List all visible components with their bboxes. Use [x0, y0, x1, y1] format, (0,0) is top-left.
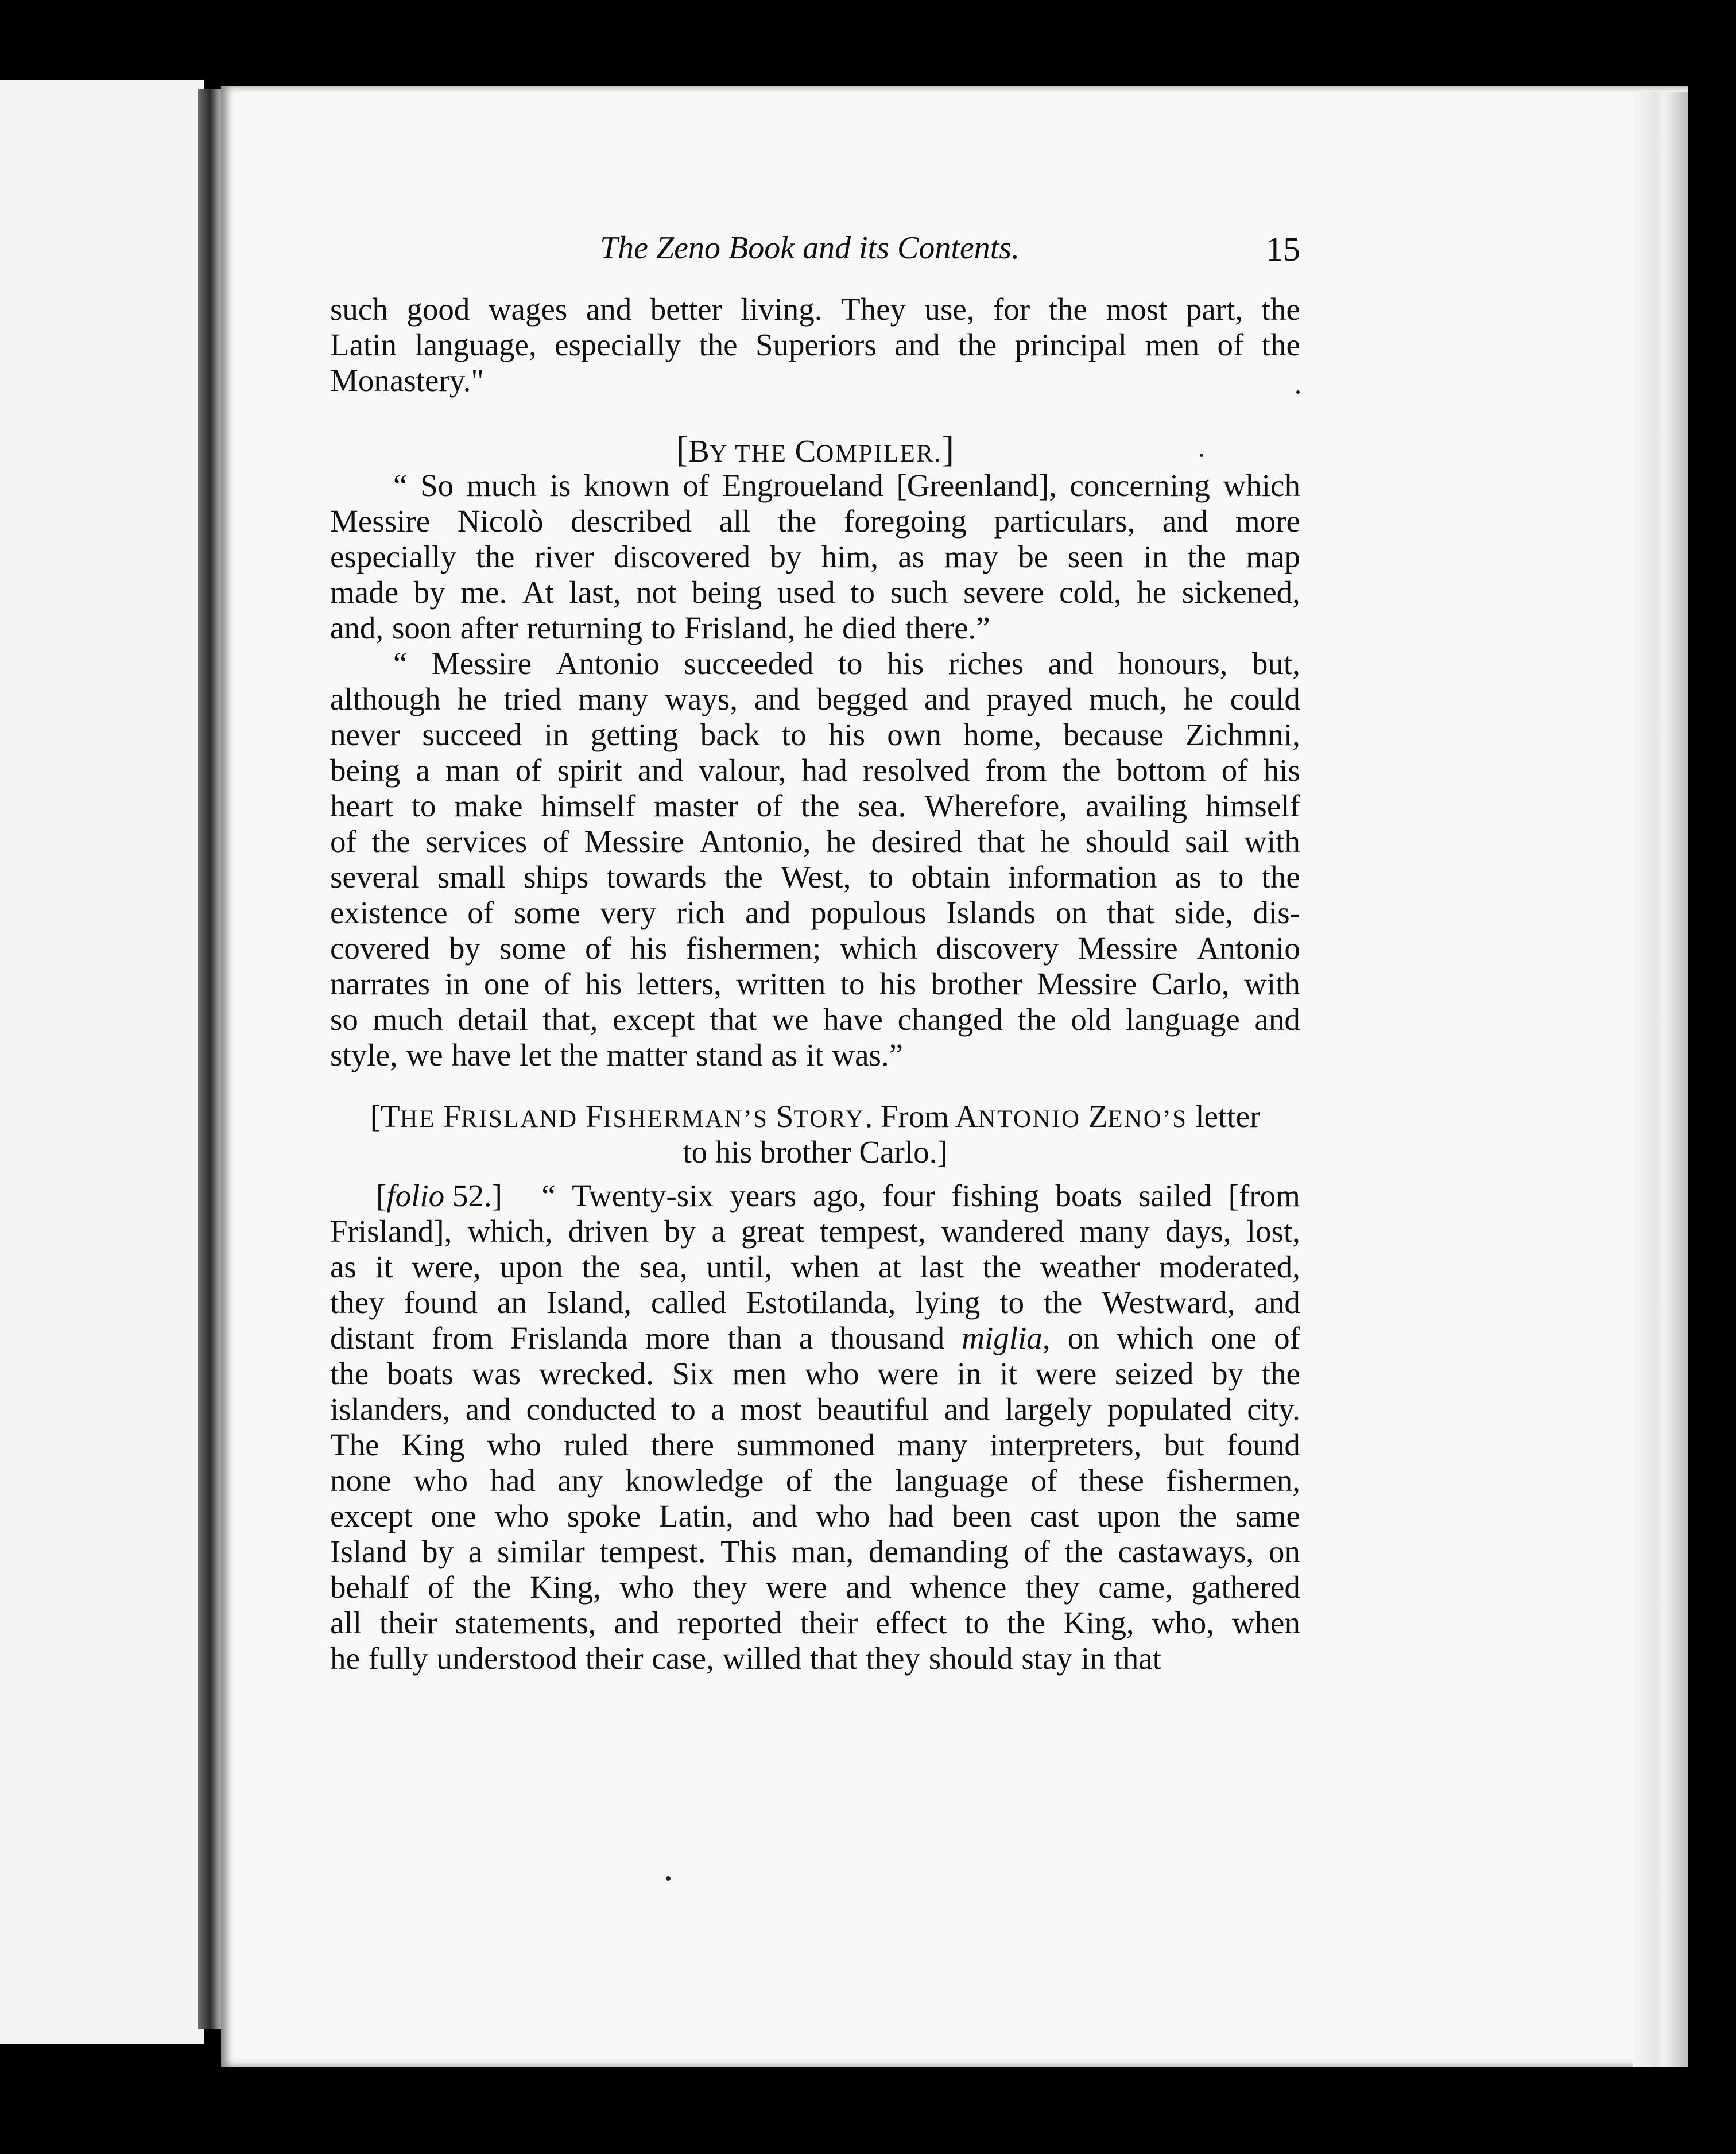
- text-line: they found an Island, called Estotilanda, lying to the Westward, and: [330, 1285, 1300, 1320]
- text-line: existence of some very rich and populous Islands on that side, dis-: [330, 895, 1300, 930]
- ink-speck: [1200, 454, 1203, 457]
- text-line: “ So much is known of Engroueland [Greenland], concerning which: [393, 468, 1300, 503]
- text-line: heart to make himself master of the sea. Wherefore, availing himself: [330, 788, 1300, 823]
- text-line: and, soon after returning to Frisland, he died there.”: [330, 610, 990, 645]
- text-line: the boats was wrecked. Six men who were in it were seized by the: [330, 1356, 1300, 1391]
- text-line: made by me. At last, not being used to such severe cold, he sickened,: [330, 575, 1300, 610]
- text-line: distant from Frislanda more than a thousand miglia, on which one of: [330, 1320, 1300, 1355]
- text-line: The King who ruled there summoned many interpreters, but found: [330, 1427, 1300, 1462]
- text-line: islanders, and conducted to a most beautiful and largely populated city.: [330, 1392, 1300, 1427]
- text-line: Monastery.": [330, 363, 484, 398]
- folio-reference: [folio 52.]: [376, 1178, 502, 1213]
- text-line: all their statements, and reported their effect to the King, who, when: [330, 1605, 1300, 1640]
- text-line: behalf of the King, who they were and whence they came, gathered: [330, 1570, 1300, 1605]
- ink-speck: [1296, 390, 1300, 394]
- text-line: so much detail that, except that we have changed the old language and: [330, 1002, 1300, 1037]
- text-line: as it were, upon the sea, until, when at last the weather moderated,: [330, 1249, 1300, 1284]
- text-line: Latin language, especially the Superiors and the principal men of the: [330, 327, 1300, 362]
- page-number: 15: [1266, 230, 1300, 268]
- text-line: although he tried many ways, and begged and prayed much, he could: [330, 681, 1300, 716]
- text-line: he fully understood their case, willed that they should stay in that: [330, 1641, 1161, 1676]
- section-heading-fisherman-story-line2: to his brother Carlo.]: [683, 1134, 948, 1169]
- text-line: Island by a similar tempest. This man, demanding of the castaways, on: [330, 1534, 1300, 1569]
- text-line: Messire Nicolò described all the foregoing particulars, and more: [330, 503, 1300, 538]
- folio-line: [folio 52.] “ Twenty-six years ago, four fishing boats sailed [from: [376, 1178, 1300, 1213]
- text-line: narrates in one of his letters, written to his brother Messire Carlo, with: [330, 966, 1300, 1001]
- text-line: of the services of Messire Antonio, he desired that he should sail with: [330, 824, 1300, 859]
- text-line: Frisland], which, driven by a great tempest, wandered many days, lost,: [330, 1214, 1300, 1249]
- section-heading-compiler: [BY THE COMPILER.]: [676, 429, 954, 470]
- ink-speck: [666, 1876, 671, 1881]
- text-line: several small ships towards the West, to obtain information as to the: [330, 859, 1300, 894]
- section-heading-fisherman-story: [THE FRISLAND FISHERMAN’S STORY. From ANTONIO ZENO’S letter: [370, 1099, 1261, 1134]
- running-head: The Zeno Book and its Contents.: [600, 230, 1020, 266]
- text-line: none who had any knowledge of the language of these fishermen,: [330, 1463, 1300, 1498]
- text-line: style, we have let the matter stand as it was.”: [330, 1037, 904, 1072]
- text-line: except one who spoke Latin, and who had been cast upon the same: [330, 1498, 1300, 1533]
- left-page: [0, 80, 204, 2044]
- page-edge: [1633, 92, 1688, 2067]
- text-line: being a man of spirit and valour, had resolved from the bottom of his: [330, 753, 1300, 788]
- text-line: “ Messire Antonio succeeded to his riches and honours, but,: [393, 646, 1300, 681]
- text-line: such good wages and better living. They use, for the most part, the: [330, 292, 1300, 327]
- text-line: never succeed in getting back to his own home, because Zichmni,: [330, 717, 1300, 752]
- text-line: especially the river discovered by him, as may be seen in the map: [330, 539, 1300, 574]
- text-line: covered by some of his fishermen; which discovery Messire Antonio: [330, 931, 1300, 966]
